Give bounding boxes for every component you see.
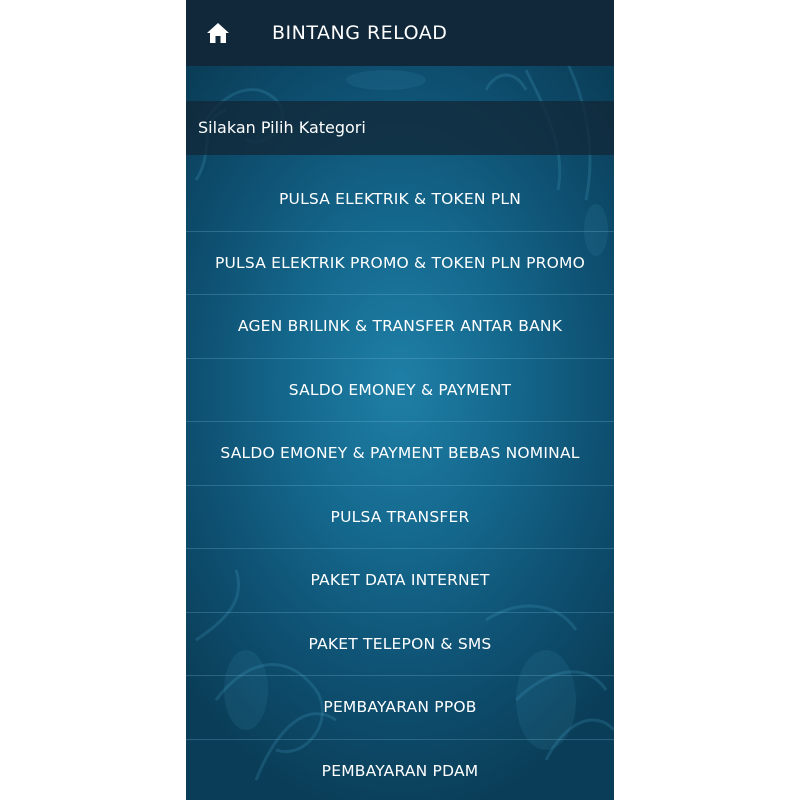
category-item-saldo-emoney[interactable]: SALDO EMONEY & PAYMENT xyxy=(186,359,614,423)
top-app-bar xyxy=(186,0,614,66)
category-prompt-bar xyxy=(186,101,614,155)
category-prompt-text: Silakan Pilih Kategori xyxy=(198,118,366,137)
category-item-agen-brilink[interactable]: AGEN BRILINK & TRANSFER ANTAR BANK xyxy=(186,295,614,359)
category-item-saldo-emoney-bebas-nominal[interactable]: SALDO EMONEY & PAYMENT BEBAS NOMINAL xyxy=(186,422,614,486)
category-list xyxy=(186,168,614,800)
app-screen xyxy=(186,0,614,800)
category-item-pulsa-elektrik-promo[interactable]: PULSA ELEKTRIK PROMO & TOKEN PLN PROMO xyxy=(186,232,614,296)
category-item-pembayaran-pdam[interactable]: PEMBAYARAN PDAM xyxy=(186,740,614,800)
app-title: BINTANG RELOAD xyxy=(272,22,448,44)
category-item-paket-data-internet[interactable]: PAKET DATA INTERNET xyxy=(186,549,614,613)
category-item-pulsa-transfer[interactable]: PULSA TRANSFER xyxy=(186,486,614,550)
home-icon[interactable] xyxy=(206,22,230,44)
category-item-pembayaran-ppob[interactable]: PEMBAYARAN PPOB xyxy=(186,676,614,740)
category-item-paket-telepon-sms[interactable]: PAKET TELEPON & SMS xyxy=(186,613,614,677)
category-item-pulsa-elektrik-token-pln[interactable]: PULSA ELEKTRIK & TOKEN PLN xyxy=(186,168,614,232)
